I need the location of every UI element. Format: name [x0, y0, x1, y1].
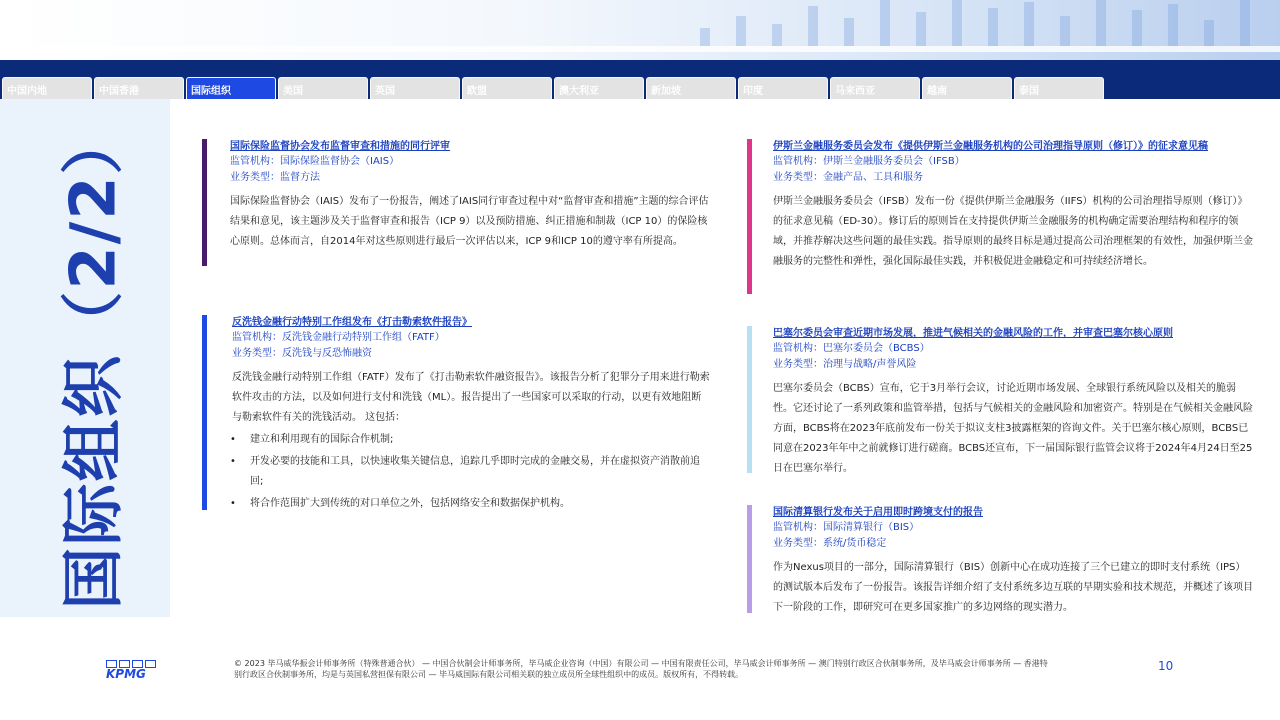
tab-vietnam[interactable]: 越南 [922, 77, 1012, 99]
article-accent-bar [747, 139, 752, 294]
tab-india[interactable]: 印度 [738, 77, 828, 99]
article-title-link[interactable]: 巴塞尔委员会审查近期市场发展，推进气候相关的金融风险的工作，并审查巴塞尔核心原则 [773, 328, 1173, 339]
bullet-item: • 将合作范围扩大到传统的对口单位之外，包括网络安全和数据保护机构。 [230, 494, 710, 514]
bullet-item: • 开发必要的技能和工具，以快速收集关键信息，追踪几乎即时完成的金融交易，并在虚拟资产消散前追回; [230, 452, 710, 492]
banner-decor-bar [880, 0, 890, 46]
tab-malaysia[interactable]: 马来西亚 [830, 77, 920, 99]
page-number: 10 [1158, 659, 1174, 673]
article-accent-bar [747, 326, 752, 473]
tab-eu[interactable]: 欧盟 [462, 77, 552, 99]
page-title: 国际组织（2/2） [56, 110, 130, 610]
tab-uk[interactable]: 英国 [370, 77, 460, 99]
article-title-link[interactable]: 反洗钱金融行动特别工作组发布《打击勒索软件报告》 [232, 317, 472, 328]
banner-decor-bar [988, 8, 998, 46]
article-ifsb [747, 139, 1253, 294]
banner-decor-bar [1060, 16, 1070, 46]
article-body: 巴塞尔委员会（BCBS）宣布，它于3月举行会议，讨论近期市场发展、全球银行系统风险以及相关的脆弱性。它还讨论了一系列政策和监管举措，包括与气候相关的金融风险和加密资产。特别是在气候相关金融风险方面，BCBS将在2023年底前发布一份关于拟议支柱3披露框架的咨询文件。关于巴塞尔核心原则，BCBS已同意在2023年年中之前就修订进行磋商。BCBS还宣布，下一届国际银行监管会议将于2024年4月24日至25日在巴塞尔举行。 [773, 383, 1253, 474]
article-bcbs [747, 326, 1253, 473]
article-regulator: 监管机构：国际保险监督协会（IAIS） [230, 156, 400, 167]
tab-thailand[interactable]: 泰国 [1014, 77, 1104, 99]
article-business-type: 业务类型：治理与战略/声誉风险 [773, 359, 917, 370]
logo-box [145, 660, 156, 668]
article-regulator: 监管机构：巴塞尔委员会（BCBS） [773, 343, 930, 354]
footer-copyright: © 2023 毕马威华振会计师事务所（特殊普通合伙） — 中国合伙制会计师事务所，毕马威企业咨询（中国）有限公司 — 中国有限责任公司，毕马威会计师事务所 — 澳门特别行政区合伙制事务所，及毕马威会计师事务所 — 香港特别行政区合伙制事务所，均是与英国私营担保有限公司 — 毕马威国际有限公司相关联的独立成员所全球性组织中的成员。版权所有，不得转载。 [234, 659, 1048, 679]
banner-stripe [0, 46, 1280, 52]
banner-decor-bar [772, 24, 782, 46]
banner-decor-bar [1204, 20, 1214, 46]
tab-usa[interactable]: 美国 [278, 77, 368, 99]
tab-australia[interactable]: 澳大利亚 [554, 77, 644, 99]
banner-decor-bar [1240, 0, 1250, 46]
banner-decor-bar [700, 28, 710, 46]
article-title-link[interactable]: 国际保险监督协会发布监督审查和措施的同行评审 [230, 141, 450, 152]
article-business-type: 业务类型：系统/货币稳定 [773, 538, 887, 549]
article-title-link[interactable]: 伊斯兰金融服务委员会发布《提供伊斯兰金融服务机构的公司治理指导原则（修订）》的征求意见稿 [773, 141, 1208, 152]
tab-mainland-china[interactable]: 中国内地 [2, 77, 92, 99]
article-bis [747, 505, 1253, 613]
article-regulator: 监管机构：伊斯兰金融服务委员会（IFSB） [773, 156, 965, 167]
banner-decor-bar [1024, 2, 1034, 46]
tab-international-organizations[interactable]: 国际组织 [186, 77, 276, 99]
article-body: 国际保险监督协会（IAIS）发布了一份报告，阐述了IAIS同行审查过程中对“监督审查和措施”主题的综合评估结果和意见，该主题涉及关于监督审查和报告（ICP 9）以及预防措施、纠正措施和制裁（ICP 10）的保险核心原则。总体而言，自2014年对这些原则进行最后一次评估以来，ICP 9和ICP 10的遵守率有所提高。 [230, 196, 709, 247]
banner-decor-bar [808, 6, 818, 46]
banner-decor-bar [736, 16, 746, 46]
article-business-type: 业务类型：金融产品、工具和服务 [773, 172, 923, 183]
article-accent-bar [202, 315, 207, 510]
article-title-link[interactable]: 国际清算银行发布关于启用即时跨境支付的报告 [773, 507, 983, 518]
banner-decor-bar [1132, 10, 1142, 46]
tab-singapore[interactable]: 新加坡 [646, 77, 736, 99]
banner-decor-bar [1096, 0, 1106, 46]
article-regulator: 监管机构：国际清算银行（BIS） [773, 522, 920, 533]
logo-wordmark: KPMG [106, 667, 146, 681]
kpmg-logo [106, 660, 158, 682]
article-regulator: 监管机构：反洗钱金融行动特别工作组（FATF） [232, 332, 445, 343]
tab-hong-kong[interactable]: 中国香港 [94, 77, 184, 99]
article-body: 伊斯兰金融服务委员会（IFSB）发布一份《提供伊斯兰金融服务（IIFS）机构的公司治理指导原则（修订）》的征求意见稿（ED-30）。修订后的原则旨在支持提供伊斯兰金融服务的机构确定需要治理结构和程序的领域，并推荐解决这些问题的最佳实践。指导原则的最终目标是通过提高公司治理框架的有效性，加强伊斯兰金融服务的完整性和弹性，强化国际最佳实践，并积极促进金融稳定和可持续经济增长。 [773, 196, 1253, 267]
banner-decor-bar [952, 0, 962, 46]
banner-decor-bar [1168, 4, 1178, 46]
page-title-area [36, 110, 141, 610]
header-banner [0, 0, 1280, 60]
article-business-type: 业务类型：监督方法 [230, 172, 320, 183]
bullet-item: • 建立和利用现有的国际合作机制; [230, 430, 710, 450]
article-iais [202, 139, 710, 266]
article-body: 作为Nexus项目的一部分，国际清算银行（BIS）创新中心在成功连接了三个已建立的即时支付系统（IPS）的测试版本后发布了一份报告。该报告详细介绍了支付系统多边互联的早期实验和技术规范，并概述了该项目下一阶段的工作，即研究可在更多国家推广的多边网络的现实潜力。 [773, 562, 1253, 613]
bullet-list [230, 430, 710, 514]
article-body: 反洗钱金融行动特别工作组（FATF）发布了《打击勒索软件融资报告》。该报告分析了犯罪分子用来进行勒索软件攻击的方法，以及如何进行支付和洗钱（ML）。报告提出了一些国家可以采取的行动，以更有效地阻断与勒索软件有关的洗钱活动。 这包括： [232, 372, 710, 423]
article-business-type: 业务类型：反洗钱与反恐怖融资 [232, 348, 372, 359]
region-tabs [2, 77, 1106, 99]
article-accent-bar [202, 139, 207, 266]
banner-decor-bar [916, 12, 926, 46]
article-fatf [202, 315, 710, 510]
banner-decor-bar [844, 18, 854, 46]
article-accent-bar [747, 505, 752, 613]
